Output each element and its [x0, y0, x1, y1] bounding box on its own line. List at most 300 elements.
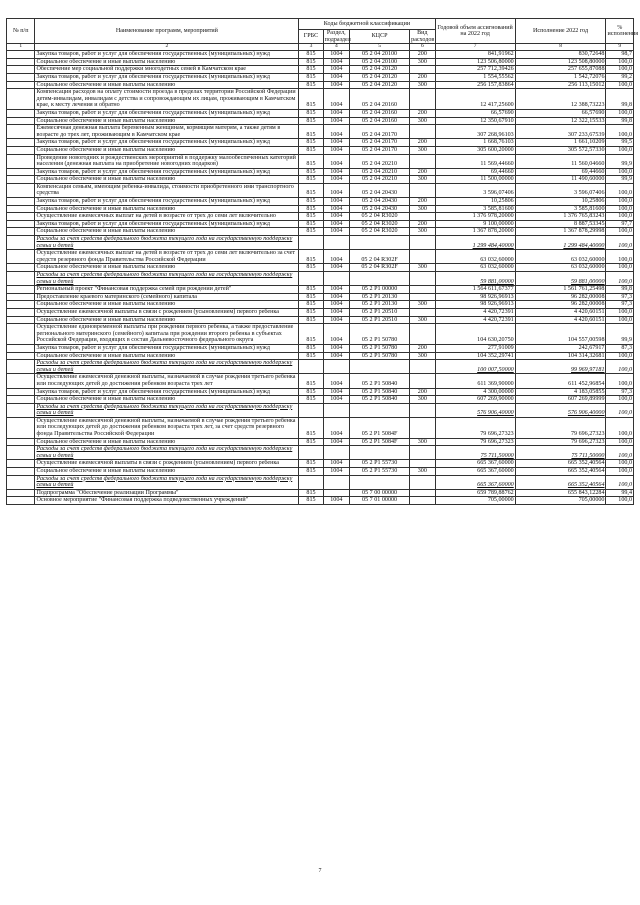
row-number-cell: [7, 236, 35, 250]
row-plan-cell: 3 596,07406: [435, 183, 515, 197]
row-grbs-cell: 815: [299, 168, 323, 176]
row-ktsr-cell: 05 2 04 20210: [350, 176, 410, 184]
table-row: [7, 139, 634, 147]
row-ktsr-cell: 05 2 P1 50840: [350, 396, 410, 404]
table-row: [7, 220, 634, 228]
row-name-cell: Расходы за счет средств федерального бюджета текущего года на государственную поддержку семьи и детей: [35, 272, 299, 286]
row-number-cell: [7, 308, 35, 316]
row-fact-cell: 96 282,00008: [515, 301, 606, 309]
row-plan-cell: 3 585,81600: [435, 205, 515, 213]
row-fact-cell: 10,25806: [515, 198, 606, 206]
row-razdel-cell: 1004: [323, 205, 349, 213]
table-row: [7, 146, 634, 154]
row-pct-cell: 100,0: [606, 183, 634, 197]
row-number-cell: [7, 475, 35, 489]
row-vid-cell: [410, 293, 435, 301]
row-razdel-cell: [323, 475, 349, 489]
row-name-cell: Закупка товаров, работ и услуг для обеспечения государственных (муниципальных) нужд: [35, 220, 299, 228]
row-plan-cell: 1 668,76103: [435, 139, 515, 147]
row-razdel-cell: 1004: [323, 293, 349, 301]
row-grbs-cell: 815: [299, 89, 323, 110]
row-name-cell: Осуществление ежемесячных выплат на детей в возрасте от трех до семи лет включительно: [35, 213, 299, 221]
row-razdel-cell: 1004: [323, 220, 349, 228]
row-razdel-cell: 1004: [323, 213, 349, 221]
row-ktsr-cell: 05 7 00 00000: [350, 489, 410, 497]
row-pct-cell: 99,4: [606, 489, 634, 497]
row-grbs-cell: 815: [299, 198, 323, 206]
row-pct-cell: 100,0: [606, 352, 634, 360]
row-plan-cell: 98 926,96913: [435, 301, 515, 309]
col-razdel-header: Раздел, подраздел: [324, 30, 351, 43]
row-pct-cell: 100,0: [606, 205, 634, 213]
row-grbs-cell: 815: [299, 58, 323, 66]
row-pct-cell: 100,0: [606, 438, 634, 446]
row-number-cell: [7, 154, 35, 168]
row-pct-cell: 100,0: [606, 417, 634, 438]
table-row: [7, 388, 634, 396]
row-number-cell: [7, 264, 35, 272]
row-number-cell: [7, 344, 35, 352]
row-grbs-cell: 815: [299, 264, 323, 272]
table-row: [7, 446, 634, 460]
row-fact-cell: 99 969,97181: [515, 360, 606, 374]
row-grbs-cell: 815: [299, 146, 323, 154]
row-number-cell: [7, 205, 35, 213]
row-number-cell: [7, 324, 35, 345]
row-ktsr-cell: 05 2 P1 20510: [350, 308, 410, 316]
row-grbs-cell: 815: [299, 396, 323, 404]
row-fact-cell: 63 032,60000: [515, 250, 606, 264]
row-razdel-cell: 1004: [323, 154, 349, 168]
row-pct-cell: 100,0: [606, 58, 634, 66]
row-razdel-cell: 1004: [323, 66, 349, 74]
row-plan-cell: 12 350,67910: [435, 117, 515, 125]
row-name-cell: Социальное обеспечение и иные выплаты населению: [35, 316, 299, 324]
row-number-cell: [7, 489, 35, 497]
row-name-cell: Осуществление ежемесячных выплат на детей в возрасте от трех до семи лет включительно за счет средств резервного фонда Правительства Российской Федерации: [35, 250, 299, 264]
row-razdel-cell: 1004: [323, 51, 349, 59]
row-grbs-cell: 815: [299, 81, 323, 89]
row-vid-cell: 300: [410, 58, 435, 66]
row-fact-cell: 8 887,53345: [515, 220, 606, 228]
row-fact-cell: 1 542,72076: [515, 73, 606, 81]
row-plan-cell: 1 554,55562: [435, 73, 515, 81]
table-row: [7, 460, 634, 468]
row-name-cell: Осуществление ежемесячной денежной выплаты, назначаемой в случае рождения третьего ребенка или последующих детей до достижения ребенком возраста трех лет, за счет средств резервного фонда Правительства Российской Федерации: [35, 417, 299, 438]
row-razdel-cell: 1004: [323, 344, 349, 352]
row-vid-cell: 300: [410, 146, 435, 154]
row-number-cell: [7, 360, 35, 374]
row-fact-cell: 3 596,07406: [515, 183, 606, 197]
row-number-cell: [7, 168, 35, 176]
col-plan-header: Годовой объем ассигнований на 2022 год: [435, 19, 515, 44]
row-vid-cell: [410, 374, 435, 388]
row-vid-cell: [410, 236, 435, 250]
row-vid-cell: [410, 324, 435, 345]
table-row: [7, 168, 634, 176]
row-vid-cell: 300: [410, 176, 435, 184]
row-grbs-cell: 815: [299, 51, 323, 59]
row-grbs-cell: 815: [299, 324, 323, 345]
row-razdel-cell: 1004: [323, 146, 349, 154]
table-row: [7, 301, 634, 309]
row-ktsr-cell: 05 2 04 20430: [350, 183, 410, 197]
row-razdel-cell: 1004: [323, 109, 349, 117]
table-row: [7, 264, 634, 272]
row-grbs-cell: [299, 475, 323, 489]
row-pct-cell: 100,0: [606, 272, 634, 286]
row-razdel-cell: 1004: [323, 374, 349, 388]
row-vid-cell: 300: [410, 316, 435, 324]
row-grbs-cell: 815: [299, 73, 323, 81]
row-razdel-cell: 1004: [323, 228, 349, 236]
row-plan-cell: 257 712,39426: [435, 66, 515, 74]
row-number-cell: [7, 183, 35, 197]
row-vid-cell: [410, 125, 435, 139]
row-ktsr-cell: [350, 403, 410, 417]
budget-table: [6, 18, 639, 505]
row-grbs-cell: 815: [299, 438, 323, 446]
row-grbs-cell: 815: [299, 139, 323, 147]
row-plan-cell: 305 600,20000: [435, 146, 515, 154]
row-fact-cell: 607 269,89999: [515, 396, 606, 404]
row-ktsr-cell: 05 2 04 20160: [350, 117, 410, 125]
row-name-cell: Социальное обеспечение и иные выплаты населению: [35, 176, 299, 184]
row-razdel-cell: 1004: [323, 286, 349, 294]
row-number-cell: [7, 374, 35, 388]
row-name-cell: Расходы за счет средств федерального бюджета текущего года на государственную поддержку семьи и детей: [35, 403, 299, 417]
row-number-cell: [7, 446, 35, 460]
row-pct-cell: 99,8: [606, 117, 634, 125]
row-grbs-cell: 815: [299, 468, 323, 476]
row-vid-cell: 200: [410, 344, 435, 352]
budget-codes-header: Коды бюджетной классификации: [299, 19, 435, 30]
row-plan-cell: 98 926,96913: [435, 293, 515, 301]
row-name-cell: Подпрограмма "Обеспечение реализации Программы": [35, 489, 299, 497]
row-razdel-cell: 1004: [323, 388, 349, 396]
table-row: [7, 117, 634, 125]
row-number-cell: [7, 73, 35, 81]
row-ktsr-cell: 05 2 04 20170: [350, 139, 410, 147]
row-fact-cell: 1 376 765,83243: [515, 213, 606, 221]
row-razdel-cell: 1004: [323, 324, 349, 345]
col-number-header: № п/п: [7, 19, 35, 44]
row-plan-cell: 841,91962: [435, 51, 515, 59]
row-plan-cell: 79 696,27323: [435, 417, 515, 438]
row-vid-cell: [410, 475, 435, 489]
row-pct-cell: 100,0: [606, 396, 634, 404]
row-razdel-cell: 1004: [323, 316, 349, 324]
row-plan-cell: 63 032,60000: [435, 250, 515, 264]
row-grbs-cell: [299, 446, 323, 460]
row-razdel-cell: [323, 360, 349, 374]
col-index: 4: [323, 44, 349, 51]
row-grbs-cell: 815: [299, 213, 323, 221]
row-vid-cell: [410, 417, 435, 438]
row-ktsr-cell: 05 2 P1 00000: [350, 286, 410, 294]
row-pct-cell: 97,7: [606, 220, 634, 228]
table-row: [7, 308, 634, 316]
row-pct-cell: 100,0: [606, 228, 634, 236]
table-row: [7, 228, 634, 236]
row-fact-cell: 242,67917: [515, 344, 606, 352]
row-pct-cell: 99,9: [606, 154, 634, 168]
row-grbs-cell: 815: [299, 176, 323, 184]
table-row: [7, 324, 634, 345]
row-number-cell: [7, 58, 35, 66]
row-number-cell: [7, 250, 35, 264]
row-grbs-cell: 815: [299, 301, 323, 309]
row-vid-cell: 200: [410, 198, 435, 206]
row-name-cell: Закупка товаров, работ и услуг для обеспечения государственных (муниципальных) нужд: [35, 73, 299, 81]
row-number-cell: [7, 352, 35, 360]
row-fact-cell: 4 183,05855: [515, 388, 606, 396]
row-razdel-cell: [323, 272, 349, 286]
row-fact-cell: 69,44660: [515, 168, 606, 176]
row-plan-cell: 307 268,96103: [435, 125, 515, 139]
row-number-cell: [7, 213, 35, 221]
row-pct-cell: 100,0: [606, 125, 634, 139]
row-fact-cell: 665 352,40564: [515, 468, 606, 476]
row-vid-cell: 200: [410, 388, 435, 396]
row-vid-cell: 200: [410, 139, 435, 147]
row-vid-cell: 300: [410, 205, 435, 213]
row-ktsr-cell: 05 2 04 20120: [350, 81, 410, 89]
row-plan-cell: 607 269,90000: [435, 396, 515, 404]
row-number-cell: [7, 497, 35, 505]
row-plan-cell: 11 500,00000: [435, 176, 515, 184]
table-row: [7, 154, 634, 168]
row-fact-cell: 665 352,40564: [515, 460, 606, 468]
row-plan-cell: 665 367,60000: [435, 475, 515, 489]
row-pct-cell: 100,0: [606, 497, 634, 505]
row-number-cell: [7, 286, 35, 294]
row-ktsr-cell: 05 2 P1 50840: [350, 374, 410, 388]
table-row: [7, 73, 634, 81]
table-row: [7, 468, 634, 476]
row-plan-cell: 66,57690: [435, 109, 515, 117]
table-row: [7, 403, 634, 417]
row-fact-cell: 104 314,32681: [515, 352, 606, 360]
row-fact-cell: 96 282,00008: [515, 293, 606, 301]
row-vid-cell: 300: [410, 352, 435, 360]
row-fact-cell: 104 557,00598: [515, 324, 606, 345]
row-name-cell: Обеспечение мер социальной поддержки многодетных семей в Камчатском крае: [35, 66, 299, 74]
row-razdel-cell: 1004: [323, 438, 349, 446]
row-pct-cell: 99,8: [606, 286, 634, 294]
row-plan-cell: 104 352,29741: [435, 352, 515, 360]
row-pct-cell: 100,0: [606, 374, 634, 388]
row-name-cell: Социальное обеспечение и иные выплаты населению: [35, 58, 299, 66]
table-row: [7, 344, 634, 352]
row-ktsr-cell: 05 2 04 20120: [350, 73, 410, 81]
row-ktsr-cell: 05 2 P1 50780: [350, 344, 410, 352]
row-fact-cell: 4 420,60151: [515, 316, 606, 324]
row-fact-cell: 307 233,67539: [515, 125, 606, 139]
col-index: 9: [606, 44, 634, 51]
row-vid-cell: 300: [410, 117, 435, 125]
row-number-cell: [7, 139, 35, 147]
row-razdel-cell: 1004: [323, 73, 349, 81]
row-grbs-cell: 815: [299, 125, 323, 139]
row-ktsr-cell: 05 2 04 20170: [350, 146, 410, 154]
row-number-cell: [7, 438, 35, 446]
row-plan-cell: 277,91009: [435, 344, 515, 352]
row-vid-cell: 200: [410, 220, 435, 228]
row-number-cell: [7, 125, 35, 139]
row-pct-cell: 100,0: [606, 264, 634, 272]
col-index: 8: [515, 44, 606, 51]
row-vid-cell: 200: [410, 168, 435, 176]
row-razdel-cell: 1004: [323, 183, 349, 197]
row-name-cell: Расходы за счет средств федерального бюджета текущего года на государственную поддержку семьи и детей: [35, 236, 299, 250]
row-grbs-cell: 815: [299, 417, 323, 438]
row-name-cell: Компенсация расходов на оплату стоимости проезда в пределах территории Российской Федерации детям-инвалидам, инвалидам с детства и сопровождающим их лицам, проживающим в Камчатском крае, к месту лечения и обратно: [35, 89, 299, 110]
row-grbs-cell: 815: [299, 497, 323, 505]
row-pct-cell: 99,9: [606, 324, 634, 345]
row-plan-cell: 659 789,88762: [435, 489, 515, 497]
row-grbs-cell: 815: [299, 344, 323, 352]
row-pct-cell: 100,0: [606, 198, 634, 206]
row-number-cell: [7, 109, 35, 117]
row-plan-cell: 12 417,25600: [435, 89, 515, 110]
table-body: [7, 51, 634, 505]
row-pct-cell: 100,0: [606, 446, 634, 460]
row-pct-cell: 97,3: [606, 388, 634, 396]
row-pct-cell: 100,0: [606, 236, 634, 250]
table-row: [7, 51, 634, 59]
col-ktsr-header: КЦСР: [350, 30, 410, 44]
row-pct-cell: 100,0: [606, 316, 634, 324]
row-name-cell: Осуществление ежемесячной денежной выплаты, назначаемой в случае рождения третьего ребенка или последующих детей до достижения ребенком возраста трех лет: [35, 374, 299, 388]
row-fact-cell: 4 420,60151: [515, 308, 606, 316]
row-pct-cell: 100,0: [606, 460, 634, 468]
row-vid-cell: 300: [410, 468, 435, 476]
row-razdel-cell: 1004: [323, 168, 349, 176]
row-fact-cell: 305 572,57330: [515, 146, 606, 154]
row-plan-cell: 1 564 611,67377: [435, 286, 515, 294]
row-pct-cell: 97,3: [606, 293, 634, 301]
col-index: 3: [299, 44, 323, 51]
table-row: [7, 417, 634, 438]
row-ktsr-cell: 05 2 04 20210: [350, 168, 410, 176]
row-pct-cell: 100,0: [606, 360, 634, 374]
row-grbs-cell: [299, 403, 323, 417]
row-plan-cell: 4 420,72391: [435, 308, 515, 316]
row-fact-cell: 1 367 878,29998: [515, 228, 606, 236]
row-name-cell: Закупка товаров, работ и услуг для обеспечения государственных (муниципальных) нужд: [35, 51, 299, 59]
table-row: [7, 58, 634, 66]
row-vid-cell: [410, 489, 435, 497]
row-fact-cell: 75 711,50000: [515, 446, 606, 460]
row-fact-cell: 66,57690: [515, 109, 606, 117]
row-number-cell: [7, 51, 35, 59]
row-plan-cell: 79 696,27323: [435, 438, 515, 446]
row-razdel-cell: 1004: [323, 396, 349, 404]
row-vid-cell: 200: [410, 73, 435, 81]
table-row: [7, 374, 634, 388]
row-pct-cell: 100,0: [606, 213, 634, 221]
row-grbs-cell: 815: [299, 183, 323, 197]
row-pct-cell: 87,3: [606, 344, 634, 352]
row-razdel-cell: 1004: [323, 301, 349, 309]
col-index: 6: [410, 44, 435, 51]
row-razdel-cell: 1004: [323, 264, 349, 272]
row-grbs-cell: 815: [299, 220, 323, 228]
row-name-cell: Социальное обеспечение и иные выплаты населению: [35, 146, 299, 154]
row-name-cell: Расходы за счет средств федерального бюджета текущего года на государственную поддержку семьи и детей: [35, 475, 299, 489]
row-vid-cell: [410, 213, 435, 221]
row-grbs-cell: 815: [299, 250, 323, 264]
row-name-cell: Осуществление единовременной выплаты при рождении первого ребенка, а также предоставление регионального материнского (семейного) капитала при рождении второго ребенка в субъектах Российской Федерации, входящих в состав Дальневосточного федерального округа: [35, 324, 299, 345]
row-name-cell: Социальное обеспечение и иные выплаты населению: [35, 468, 299, 476]
row-plan-cell: 123 506,80000: [435, 58, 515, 66]
row-fact-cell: 1 561 761,25498: [515, 286, 606, 294]
row-number-cell: [7, 81, 35, 89]
row-plan-cell: 1 376 978,20000: [435, 213, 515, 221]
row-ktsr-cell: [350, 272, 410, 286]
row-ktsr-cell: [350, 236, 410, 250]
row-name-cell: Расходы за счет средств федерального бюджета текущего года на государственную поддержку семьи и детей: [35, 446, 299, 460]
row-grbs-cell: 815: [299, 489, 323, 497]
row-vid-cell: [410, 154, 435, 168]
row-ktsr-cell: 05 2 04 20430: [350, 198, 410, 206]
row-pct-cell: 100,0: [606, 81, 634, 89]
row-razdel-cell: 1004: [323, 460, 349, 468]
row-vid-cell: 300: [410, 264, 435, 272]
row-pct-cell: 99,2: [606, 73, 634, 81]
row-ktsr-cell: 05 2 P1 5084F: [350, 417, 410, 438]
row-razdel-cell: 1004: [323, 250, 349, 264]
row-name-cell: Социальное обеспечение и иные выплаты населению: [35, 81, 299, 89]
row-number-cell: [7, 316, 35, 324]
row-pct-cell: 100,0: [606, 109, 634, 117]
row-vid-cell: [410, 360, 435, 374]
row-ktsr-cell: [350, 446, 410, 460]
row-name-cell: Закупка товаров, работ и услуг для обеспечения государственных (муниципальных) нужд: [35, 344, 299, 352]
col-index: 1: [7, 44, 35, 51]
row-razdel-cell: [323, 446, 349, 460]
row-fact-cell: 576 906,40000: [515, 403, 606, 417]
table-row: [7, 176, 634, 184]
row-number-cell: [7, 403, 35, 417]
table-row: [7, 438, 634, 446]
row-grbs-cell: 815: [299, 308, 323, 316]
row-ktsr-cell: 05 2 P1 55730: [350, 460, 410, 468]
row-number-cell: [7, 117, 35, 125]
table-row: [7, 81, 634, 89]
row-plan-cell: 4 420,72391: [435, 316, 515, 324]
row-vid-cell: 200: [410, 109, 435, 117]
row-ktsr-cell: 05 2 04 20210: [350, 154, 410, 168]
row-ktsr-cell: 05 2 04 R3020: [350, 213, 410, 221]
table-row: [7, 489, 634, 497]
table-row: [7, 272, 634, 286]
row-grbs-cell: 815: [299, 109, 323, 117]
row-razdel-cell: [323, 236, 349, 250]
row-fact-cell: 1 299 484,40000: [515, 236, 606, 250]
row-ktsr-cell: 05 2 P1 20130: [350, 293, 410, 301]
row-vid-cell: [410, 250, 435, 264]
row-grbs-cell: [299, 272, 323, 286]
table-row: [7, 316, 634, 324]
row-plan-cell: 665 367,60000: [435, 468, 515, 476]
row-vid-cell: 300: [410, 396, 435, 404]
row-plan-cell: 4 300,00000: [435, 388, 515, 396]
row-razdel-cell: [323, 489, 349, 497]
row-ktsr-cell: 05 2 P1 5084F: [350, 438, 410, 446]
row-razdel-cell: 1004: [323, 352, 349, 360]
